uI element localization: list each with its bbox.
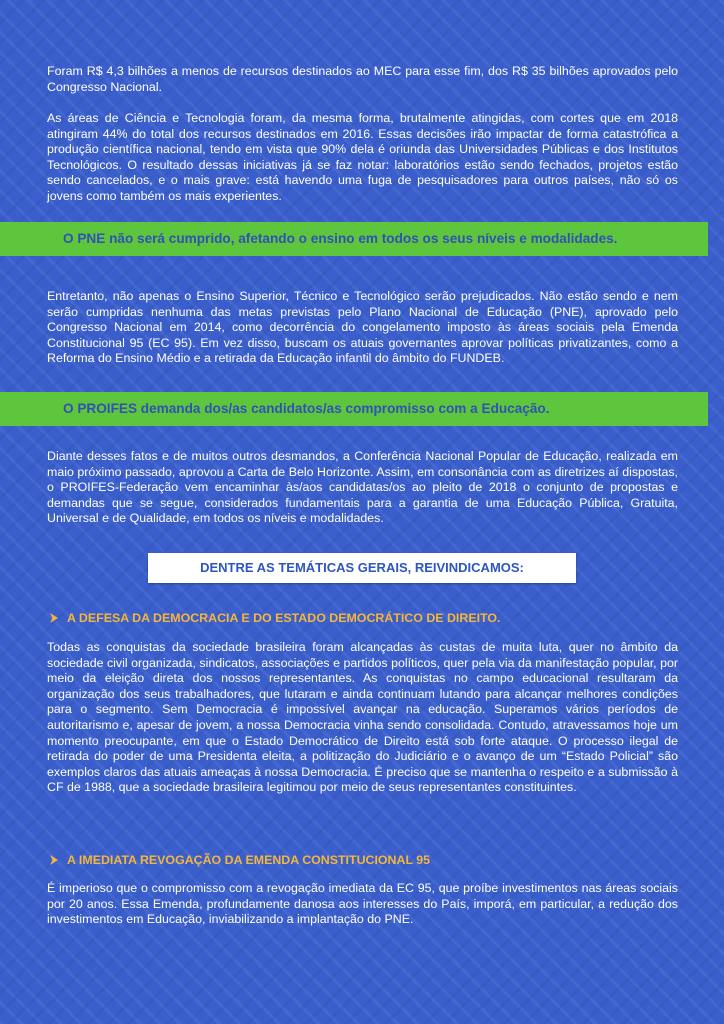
- highlight-band-proifes: [0, 392, 708, 426]
- heading-ec95-text: A IMEDIATA REVOGAÇÃO DA EMENDA CONSTITUCIONAL 95: [67, 853, 431, 867]
- heading-democracia-text: A DEFESA DA DEMOCRACIA E DO ESTADO DEMOCRÁTICO DE DIREITO.: [67, 611, 501, 625]
- highlight-band-proifes-text: O PROIFES demanda dos/as candidatos/as compromisso com a Educação.: [63, 401, 550, 416]
- paragraph-science-technology: As áreas de Ciência e Tecnologia foram, da mesma forma, brutalmente atingidas, com cortes que em 2018 atingiram 44% do total dos recursos destinados em 2016. Essas decisões irão impactar de forma catastrófica a produção científica nacional, tendo em vista que 90% dela é oriunda das Universidades Públicas e dos Institutos Tecnológicos. O resultado dessas iniciativas já se faz notar: laboratórios estão sendo fechados, projetos estão sendo cancelados, e o mais grave: está havendo uma fuga de pesquisadores para outros países, não só os jovens como também os mais experientes.: [47, 111, 678, 203]
- paragraph-democracy: Todas as conquistas da sociedade brasileira foram alcançadas às custas de muita luta, quer no âmbito da sociedade civil organizada, sindicatos, associações e partidos políticos, quer pela via da manifestação popular, por meio da eleição direta dos nossos representantes. As conquistas no campo educacional resultaram da organização dos seus trabalhadores, que lutaram e ainda continuam lutando para alcançar melhores condições para o segmento. Sem Democracia é impossível avançar na educação. Superamos vários períodos de autoritarismo e, apesar de jovem, a nossa Democracia vinha sendo consolidada. Contudo, atravessamos hoje um momento preocupante, em que o Estado Democrático de Direito está sob forte ataque. O processo ilegal de retirada do poder de uma Presidenta eleita, a politização do Judiciário e o avanço de um “Estado Policial” são exemplos claros das atuais ameaças à nossa Democracia. É preciso que se mantenha o respeito e a submissão à CF de 1988, que a sociedade brasileira legitimou por meio de seus representantes constituintes.: [47, 640, 678, 795]
- demands-title-box: DENTRE AS TEMÁTICAS GERAIS, REIVINDICAMOS:: [148, 553, 576, 583]
- paragraph-conference: Diante desses fatos e de muitos outros desmandos, a Conferência Nacional Popular de Educação, realizada em maio próximo passado, aprovou a Carta de Belo Horizonte. Assim, em consonância com as diretrizes aí dispostas, o PROIFES-Federação vem encaminhar às/aos candidatas/os ao pleito de 2018 o conjunto de propostas e demandas que se segue, considerados fundamentais para a garantia de uma Educação Pública, Gratuita, Universal e de Qualidade, em todos os níveis e modalidades.: [47, 449, 678, 526]
- highlight-band-pne: [0, 222, 708, 256]
- heading-democracia: [47, 609, 500, 627]
- paragraph-pne-goals: Entretanto, não apenas o Ensino Superior, Técnico e Tecnológico serão prejudicados. Não estão sendo e nem serão cumpridas nenhuma das metas previstas pelo Plano Nacional de Educação (PNE), aprovado pelo Congresso Nacional em 2014, como decorrência do congelamento imposto às áreas sociais pela Emenda Constitucional 95 (EC 95). Em vez disso, buscam os atuais governantes aprovar políticas privatizantes, como a Reforma do Ensino Médio e a retirada da Educação infantil do âmbito do FUNDEB.: [47, 289, 678, 366]
- chevron-right-icon: [47, 853, 61, 867]
- chevron-right-icon: [47, 611, 61, 625]
- highlight-band-pne-text: O PNE não será cumprido, afetando o ensino em todos os seus níveis e modalidades.: [63, 231, 618, 246]
- heading-ec95: [47, 851, 430, 869]
- paragraph-ec95: É imperioso que o compromisso com a revogação imediata da EC 95, que proíbe investimentos nas áreas sociais por 20 anos. Essa Emenda, profundamente danosa aos interesses do País, imporá, em particular, a redução dos investimentos em Educação, inviabilizando a implantação do PNE.: [47, 881, 678, 927]
- paragraph-mec-funding: Foram R$ 4,3 bilhões a menos de recursos destinados ao MEC para esse fim, dos R$ 35 bilhões aprovados pelo Congresso Nacional.: [47, 64, 678, 94]
